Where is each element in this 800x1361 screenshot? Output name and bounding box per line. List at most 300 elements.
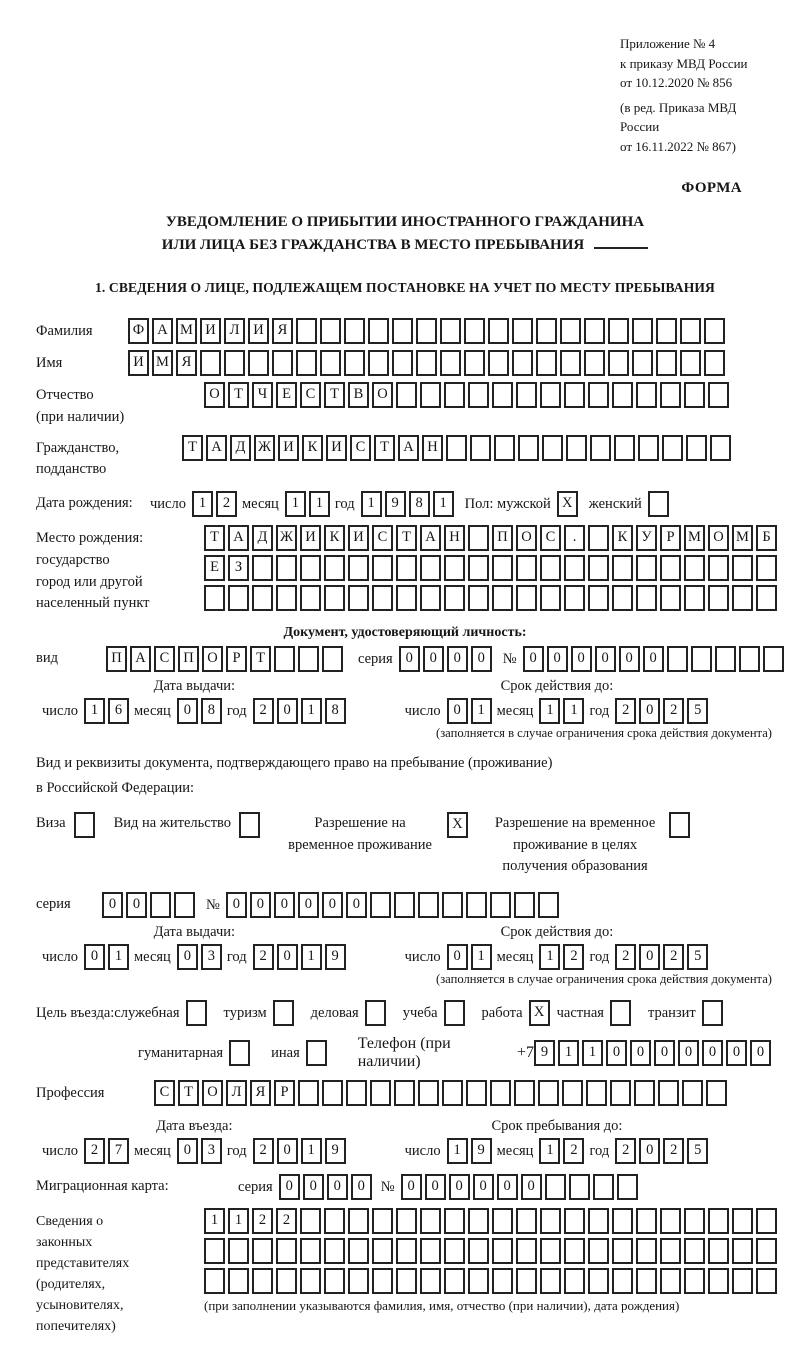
birth-place-cell[interactable]: П [492,525,513,551]
residence-expiry-year-cell[interactable]: 2 [615,944,636,970]
birth-place-cell[interactable] [492,555,513,581]
representatives-cell[interactable] [540,1238,561,1264]
name-cell[interactable] [392,350,413,376]
purpose-private-checkbox[interactable] [610,1000,631,1026]
surname-cell[interactable] [416,318,437,344]
citizenship-cell[interactable] [686,435,707,461]
male-checkbox[interactable]: X [557,491,578,517]
patronymic-cell[interactable] [636,382,657,408]
representatives-cell[interactable] [516,1268,537,1294]
surname-cell[interactable]: М [176,318,197,344]
phone-digit-cell[interactable]: 1 [582,1040,603,1066]
patronymic-cell[interactable] [420,382,441,408]
doc-number-cell[interactable] [739,646,760,672]
name-cell[interactable]: М [152,350,173,376]
doc-number-cell[interactable] [763,646,784,672]
representatives-cell[interactable] [204,1268,225,1294]
birth-place-cell[interactable] [468,555,489,581]
birth-place-cell[interactable]: К [324,525,345,551]
representatives-cell[interactable] [732,1238,753,1264]
name-cell[interactable] [200,350,221,376]
representatives-cell[interactable] [684,1268,705,1294]
name-cell[interactable] [224,350,245,376]
name-cell[interactable]: И [128,350,149,376]
name-cell[interactable] [704,350,725,376]
surname-cell[interactable]: И [248,318,269,344]
representatives-cell[interactable] [660,1238,681,1264]
name-cell[interactable] [344,350,365,376]
surname-cell[interactable] [704,318,725,344]
phone-digit-cell[interactable]: 9 [534,1040,555,1066]
visa-checkbox[interactable] [74,812,95,838]
surname-cell[interactable] [584,318,605,344]
stay-year-cell[interactable]: 0 [639,1138,660,1164]
doc-kind-cell[interactable] [274,646,295,672]
migration-number-cell[interactable]: 0 [497,1174,518,1200]
residence-number-cell[interactable]: 0 [226,892,247,918]
representatives-cell[interactable]: 2 [276,1208,297,1234]
birth-place-cell[interactable] [708,585,729,611]
citizenship-cell[interactable]: Т [374,435,395,461]
birth-place-cell[interactable] [540,555,561,581]
profession-cell[interactable]: О [202,1080,223,1106]
profession-cell[interactable] [658,1080,679,1106]
citizenship-cell[interactable] [566,435,587,461]
birth-month-cell[interactable]: 1 [285,491,306,517]
birth-place-cell[interactable]: Р [660,525,681,551]
residence-issue-year-cell[interactable]: 9 [325,944,346,970]
birth-place-cell[interactable] [444,555,465,581]
name-cell[interactable]: Я [176,350,197,376]
doc-number-cell[interactable] [667,646,688,672]
stay-year-cell[interactable]: 2 [663,1138,684,1164]
profession-cell[interactable] [466,1080,487,1106]
residence-permit-checkbox[interactable] [239,812,260,838]
birth-place-cell[interactable]: Д [252,525,273,551]
birth-place-cell[interactable] [420,585,441,611]
residence-expiry-year-cell[interactable]: 0 [639,944,660,970]
doc-kind-cell[interactable]: Р [226,646,247,672]
profession-cell[interactable] [370,1080,391,1106]
citizenship-cell[interactable] [614,435,635,461]
surname-cell[interactable] [464,318,485,344]
entry-month-cell[interactable]: 0 [177,1138,198,1164]
profession-cell[interactable] [418,1080,439,1106]
representatives-cell[interactable] [348,1268,369,1294]
representatives-cell[interactable] [444,1238,465,1264]
purpose-official-checkbox[interactable] [186,1000,207,1026]
birth-place-cell[interactable] [372,585,393,611]
representatives-cell[interactable]: 2 [252,1208,273,1234]
name-cell[interactable] [320,350,341,376]
expiry-day-cell[interactable]: 1 [471,698,492,724]
phone-digit-cell[interactable]: 0 [654,1040,675,1066]
surname-cell[interactable] [440,318,461,344]
representatives-cell[interactable] [636,1208,657,1234]
name-cell[interactable] [440,350,461,376]
representatives-cell[interactable] [708,1268,729,1294]
citizenship-cell[interactable] [494,435,515,461]
citizenship-cell[interactable]: Ж [254,435,275,461]
representatives-cell[interactable] [492,1268,513,1294]
expiry-day-cell[interactable]: 0 [447,698,468,724]
representatives-cell[interactable] [324,1208,345,1234]
profession-cell[interactable]: Я [250,1080,271,1106]
doc-series-cell[interactable]: 0 [471,646,492,672]
phone-digit-cell[interactable]: 0 [606,1040,627,1066]
birth-place-cell[interactable]: М [684,525,705,551]
profession-cell[interactable]: Т [178,1080,199,1106]
birth-place-cell[interactable]: Ж [276,525,297,551]
citizenship-cell[interactable]: Т [182,435,203,461]
citizenship-cell[interactable] [638,435,659,461]
birth-place-cell[interactable] [420,555,441,581]
surname-cell[interactable] [344,318,365,344]
birth-place-cell[interactable]: М [732,525,753,551]
birth-place-cell[interactable] [444,585,465,611]
birth-place-cell[interactable]: К [612,525,633,551]
patronymic-cell[interactable]: Ч [252,382,273,408]
birth-place-cell[interactable] [660,555,681,581]
expiry-month-cell[interactable]: 1 [539,698,560,724]
migration-series-cell[interactable]: 0 [303,1174,324,1200]
citizenship-cell[interactable]: Д [230,435,251,461]
entry-year-cell[interactable]: 9 [325,1138,346,1164]
birth-place-cell[interactable] [564,555,585,581]
patronymic-cell[interactable] [612,382,633,408]
doc-number-cell[interactable]: 0 [571,646,592,672]
representatives-cell[interactable] [612,1208,633,1234]
patronymic-cell[interactable]: О [372,382,393,408]
migration-number-cell[interactable]: 0 [425,1174,446,1200]
surname-cell[interactable]: Л [224,318,245,344]
citizenship-cell[interactable] [662,435,683,461]
profession-cell[interactable] [514,1080,535,1106]
profession-cell[interactable] [634,1080,655,1106]
birth-place-cell[interactable] [468,525,489,551]
migration-number-cell[interactable]: 0 [521,1174,542,1200]
residence-issue-day-cell[interactable]: 1 [108,944,129,970]
phone-digit-cell[interactable]: 0 [702,1040,723,1066]
residence-number-cell[interactable] [466,892,487,918]
birth-place-cell[interactable] [468,585,489,611]
representatives-cell[interactable] [444,1208,465,1234]
patronymic-cell[interactable]: Е [276,382,297,408]
representatives-cell[interactable] [540,1268,561,1294]
birth-place-cell[interactable] [636,555,657,581]
representatives-cell[interactable]: 1 [228,1208,249,1234]
patronymic-cell[interactable]: В [348,382,369,408]
name-cell[interactable] [416,350,437,376]
birth-place-cell[interactable] [732,585,753,611]
representatives-cell[interactable] [444,1268,465,1294]
residence-issue-month-cell[interactable]: 3 [201,944,222,970]
doc-number-cell[interactable]: 0 [595,646,616,672]
migration-number-cell[interactable] [569,1174,590,1200]
birth-year-cell[interactable]: 1 [433,491,454,517]
patronymic-cell[interactable] [540,382,561,408]
birth-year-cell[interactable]: 8 [409,491,430,517]
surname-cell[interactable] [680,318,701,344]
migration-number-cell[interactable] [593,1174,614,1200]
birth-place-cell[interactable]: Е [204,555,225,581]
birth-place-cell[interactable] [324,585,345,611]
birth-place-cell[interactable]: Б [756,525,777,551]
residence-series-cell[interactable]: 0 [102,892,123,918]
birth-place-cell[interactable] [684,555,705,581]
residence-number-cell[interactable]: 0 [298,892,319,918]
representatives-cell[interactable] [732,1268,753,1294]
profession-cell[interactable] [298,1080,319,1106]
citizenship-cell[interactable]: Н [422,435,443,461]
representatives-cell[interactable] [756,1268,777,1294]
representatives-cell[interactable] [420,1208,441,1234]
profession-cell[interactable] [610,1080,631,1106]
entry-year-cell[interactable]: 0 [277,1138,298,1164]
representatives-cell[interactable] [708,1208,729,1234]
profession-cell[interactable] [394,1080,415,1106]
surname-cell[interactable] [512,318,533,344]
birth-place-cell[interactable] [252,585,273,611]
stay-year-cell[interactable]: 2 [615,1138,636,1164]
patronymic-cell[interactable]: Т [228,382,249,408]
issue-day-cell[interactable]: 1 [84,698,105,724]
doc-kind-cell[interactable] [298,646,319,672]
name-cell[interactable] [368,350,389,376]
birth-place-cell[interactable] [564,585,585,611]
representatives-cell[interactable] [372,1238,393,1264]
profession-cell[interactable] [490,1080,511,1106]
surname-cell[interactable]: И [200,318,221,344]
doc-number-cell[interactable]: 0 [523,646,544,672]
birth-place-cell[interactable] [372,555,393,581]
representatives-cell[interactable] [468,1238,489,1264]
birth-place-cell[interactable] [588,525,609,551]
birth-place-cell[interactable]: Т [396,525,417,551]
profession-cell[interactable] [538,1080,559,1106]
doc-series-cell[interactable]: 0 [423,646,444,672]
residence-number-cell[interactable] [514,892,535,918]
representatives-cell[interactable] [660,1268,681,1294]
name-cell[interactable] [656,350,677,376]
doc-kind-cell[interactable]: П [178,646,199,672]
citizenship-cell[interactable]: А [398,435,419,461]
purpose-study-checkbox[interactable] [444,1000,465,1026]
name-cell[interactable] [488,350,509,376]
profession-cell[interactable] [322,1080,343,1106]
doc-kind-cell[interactable]: С [154,646,175,672]
entry-year-cell[interactable]: 2 [253,1138,274,1164]
birth-year-cell[interactable]: 9 [385,491,406,517]
surname-cell[interactable] [488,318,509,344]
representatives-cell[interactable] [756,1238,777,1264]
residence-issue-year-cell[interactable]: 2 [253,944,274,970]
surname-cell[interactable] [560,318,581,344]
birth-place-cell[interactable]: О [708,525,729,551]
citizenship-cell[interactable]: И [326,435,347,461]
birth-place-cell[interactable]: И [300,525,321,551]
profession-cell[interactable] [706,1080,727,1106]
stay-year-cell[interactable]: 5 [687,1138,708,1164]
name-cell[interactable] [296,350,317,376]
birth-place-cell[interactable] [228,585,249,611]
representatives-cell[interactable] [396,1208,417,1234]
profession-cell[interactable]: Р [274,1080,295,1106]
birth-place-cell[interactable] [348,555,369,581]
citizenship-cell[interactable]: С [350,435,371,461]
patronymic-cell[interactable] [684,382,705,408]
residence-expiry-month-cell[interactable]: 2 [563,944,584,970]
birth-place-cell[interactable] [756,555,777,581]
name-cell[interactable] [560,350,581,376]
name-cell[interactable] [536,350,557,376]
representatives-cell[interactable] [492,1238,513,1264]
representatives-cell[interactable] [588,1268,609,1294]
birth-place-cell[interactable] [612,555,633,581]
representatives-cell[interactable] [372,1208,393,1234]
birth-month-cell[interactable]: 1 [309,491,330,517]
residence-number-cell[interactable] [538,892,559,918]
birth-day-cell[interactable]: 1 [192,491,213,517]
stay-day-cell[interactable]: 1 [447,1138,468,1164]
representatives-cell[interactable] [396,1268,417,1294]
patronymic-cell[interactable] [708,382,729,408]
birth-place-cell[interactable] [756,585,777,611]
birth-place-cell[interactable]: З [228,555,249,581]
representatives-cell[interactable] [660,1208,681,1234]
representatives-cell[interactable] [324,1238,345,1264]
patronymic-cell[interactable] [492,382,513,408]
profession-cell[interactable] [346,1080,367,1106]
birth-place-cell[interactable] [492,585,513,611]
representatives-cell[interactable] [252,1268,273,1294]
phone-digit-cell[interactable]: 1 [558,1040,579,1066]
surname-cell[interactable]: Я [272,318,293,344]
representatives-cell[interactable] [276,1268,297,1294]
name-cell[interactable] [248,350,269,376]
representatives-cell[interactable] [300,1268,321,1294]
issue-year-cell[interactable]: 0 [277,698,298,724]
surname-cell[interactable] [536,318,557,344]
birth-place-cell[interactable] [396,555,417,581]
birth-place-cell[interactable] [396,585,417,611]
doc-series-cell[interactable]: 0 [399,646,420,672]
representatives-cell[interactable] [756,1208,777,1234]
citizenship-cell[interactable]: И [278,435,299,461]
representatives-cell[interactable] [468,1208,489,1234]
profession-cell[interactable]: Л [226,1080,247,1106]
migration-number-cell[interactable] [545,1174,566,1200]
birth-place-cell[interactable]: С [540,525,561,551]
birth-place-cell[interactable] [252,555,273,581]
residence-number-cell[interactable] [394,892,415,918]
residence-series-cell[interactable] [174,892,195,918]
representatives-cell[interactable] [420,1268,441,1294]
entry-day-cell[interactable]: 2 [84,1138,105,1164]
representatives-cell[interactable] [252,1238,273,1264]
birth-place-cell[interactable]: . [564,525,585,551]
entry-month-cell[interactable]: 3 [201,1138,222,1164]
representatives-cell[interactable] [348,1208,369,1234]
patronymic-cell[interactable]: Т [324,382,345,408]
representatives-cell[interactable] [468,1268,489,1294]
representatives-cell[interactable] [420,1238,441,1264]
patronymic-cell[interactable] [516,382,537,408]
profession-cell[interactable] [442,1080,463,1106]
stay-month-cell[interactable]: 2 [563,1138,584,1164]
birth-place-cell[interactable] [276,555,297,581]
birth-day-cell[interactable]: 2 [216,491,237,517]
residence-issue-month-cell[interactable]: 0 [177,944,198,970]
residence-number-cell[interactable]: 0 [346,892,367,918]
migration-number-cell[interactable]: 0 [449,1174,470,1200]
surname-cell[interactable] [320,318,341,344]
migration-series-cell[interactable]: 0 [327,1174,348,1200]
residence-expiry-month-cell[interactable]: 1 [539,944,560,970]
stay-month-cell[interactable]: 1 [539,1138,560,1164]
profession-cell[interactable]: С [154,1080,175,1106]
patronymic-cell[interactable] [444,382,465,408]
patronymic-cell[interactable] [468,382,489,408]
representatives-cell[interactable] [708,1238,729,1264]
phone-digit-cell[interactable]: 0 [678,1040,699,1066]
representatives-cell[interactable] [588,1208,609,1234]
residence-number-cell[interactable] [370,892,391,918]
residence-issue-year-cell[interactable]: 1 [301,944,322,970]
phone-digit-cell[interactable]: 0 [750,1040,771,1066]
citizenship-cell[interactable]: А [206,435,227,461]
representatives-cell[interactable] [516,1208,537,1234]
female-checkbox[interactable] [648,491,669,517]
patronymic-cell[interactable] [396,382,417,408]
migration-number-cell[interactable]: 0 [473,1174,494,1200]
citizenship-cell[interactable] [518,435,539,461]
representatives-cell[interactable] [516,1238,537,1264]
citizenship-cell[interactable]: К [302,435,323,461]
doc-number-cell[interactable]: 0 [619,646,640,672]
issue-year-cell[interactable]: 1 [301,698,322,724]
surname-cell[interactable] [368,318,389,344]
representatives-cell[interactable] [684,1208,705,1234]
issue-year-cell[interactable]: 2 [253,698,274,724]
birth-place-cell[interactable]: А [420,525,441,551]
name-cell[interactable] [512,350,533,376]
birth-place-cell[interactable] [516,585,537,611]
representatives-cell[interactable]: 1 [204,1208,225,1234]
issue-day-cell[interactable]: 6 [108,698,129,724]
doc-kind-cell[interactable]: О [202,646,223,672]
birth-place-cell[interactable] [516,555,537,581]
stay-day-cell[interactable]: 9 [471,1138,492,1164]
purpose-transit-checkbox[interactable] [702,1000,723,1026]
purpose-work-checkbox[interactable]: X [529,1000,550,1026]
doc-kind-cell[interactable]: А [130,646,151,672]
doc-number-cell[interactable] [691,646,712,672]
representatives-cell[interactable] [372,1268,393,1294]
doc-series-cell[interactable]: 0 [447,646,468,672]
representatives-cell[interactable] [636,1238,657,1264]
representatives-cell[interactable] [228,1238,249,1264]
residence-number-cell[interactable] [418,892,439,918]
birth-place-cell[interactable] [732,555,753,581]
birth-place-cell[interactable] [660,585,681,611]
representatives-cell[interactable] [564,1268,585,1294]
name-cell[interactable] [608,350,629,376]
birth-place-cell[interactable]: Н [444,525,465,551]
birth-place-cell[interactable] [708,555,729,581]
doc-kind-cell[interactable]: Т [250,646,271,672]
birth-place-cell[interactable]: С [372,525,393,551]
